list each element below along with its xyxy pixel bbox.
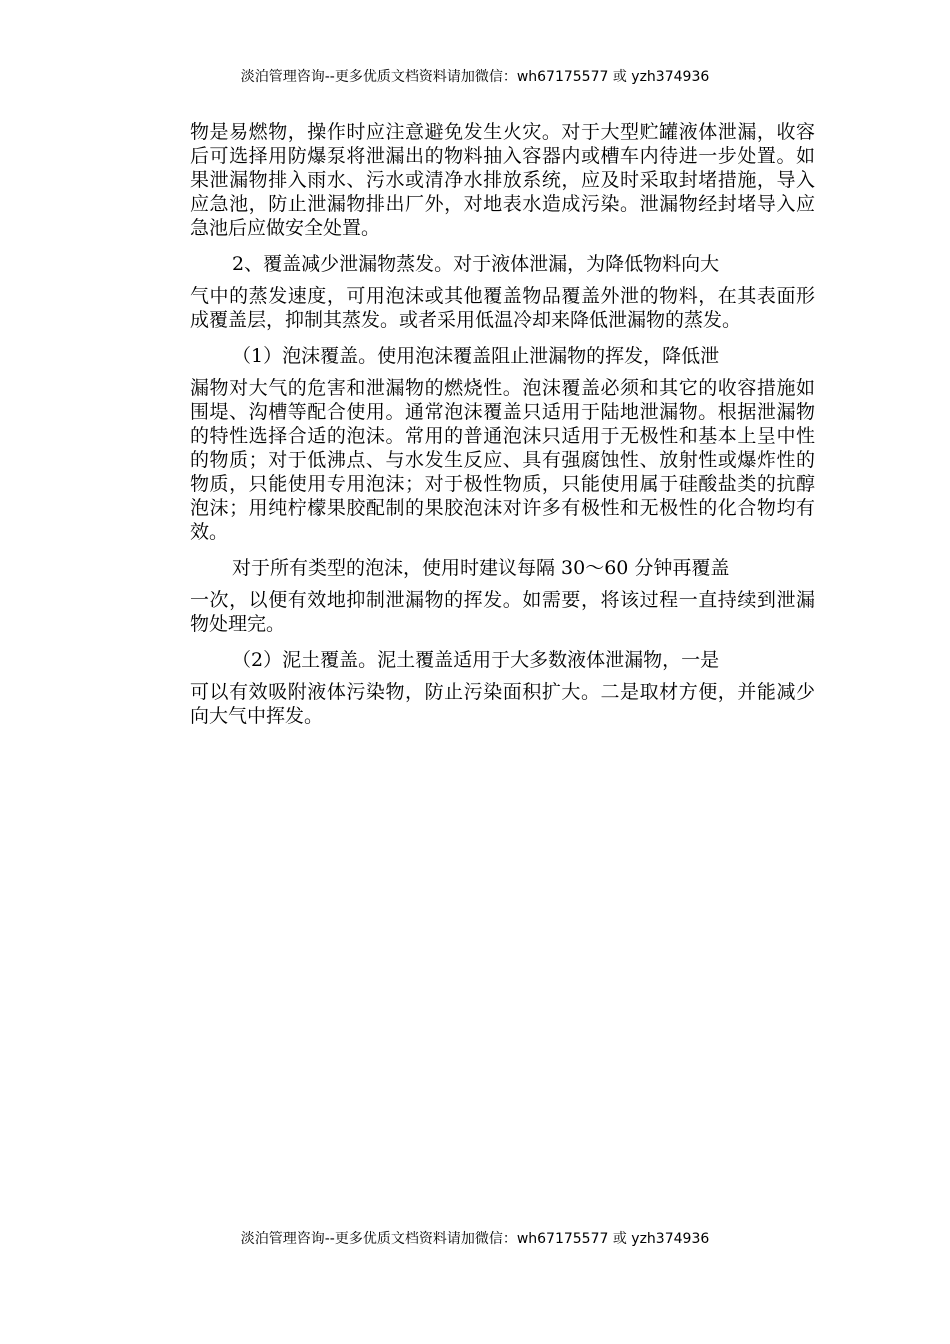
paragraph-foam-interval <box>190 556 815 636</box>
paragraph-lead-line: （2）泥土覆盖。泥土覆盖适用于大多数液体泄漏物，一是 <box>232 649 720 671</box>
paragraph-lead-line: 2、覆盖减少泄漏物蒸发。对于液体泄漏，为降低物料向大 <box>232 253 720 275</box>
page-header: 淡泊管理咨询--更多优质文档资料请加微信：wh67175577 或 yzh374936 <box>240 69 710 85</box>
page-footer: 淡泊管理咨询--更多优质文档资料请加微信：wh67175577 或 yzh374936 <box>240 1231 710 1247</box>
document-body <box>190 120 815 728</box>
paragraph-foam-cover <box>190 344 815 544</box>
paragraph-lead-line: （1）泡沫覆盖。使用泡沫覆盖阻止泄漏物的挥发，降低泄 <box>232 345 720 367</box>
paragraph-body: 漏物对大气的危害和泄漏物的燃烧性。泡沫覆盖必须和其它的收容措施如围堤、沟槽等配合使用。通常泡沫覆盖只适用于陆地泄漏物。根据泄漏物的特性选择合适的泡沫。常用的普通泡沫只适用于无极性和基本上呈中性的物质；对于低沸点、与水发生反应、具有强腐蚀性、放射性或爆炸性的物质，只能使用专用泡沫；对于极性物质，只能使用属于硅酸盐类的抗醇泡沫；用纯柠檬果胶配制的果胶泡沫对许多有极性和无极性的化合物均有效。 <box>190 377 815 543</box>
paragraph-body: 气中的蒸发速度，可用泡沫或其他覆盖物品覆盖外泄的物料，在其表面形成覆盖层，抑制其蒸发。或者采用低温冷却来降低泄漏物的蒸发。 <box>190 285 815 331</box>
paragraph-cover-evaporation <box>190 252 815 332</box>
paragraph-disposal: 物是易燃物，操作时应注意避免发生火灾。对于大型贮罐液体泄漏，收容后可选择用防爆泵将泄漏出的物料抽入容器内或槽车内待进一步处置。如果泄漏物排入雨水、污水或清净水排放系统，应及时采取封堵措施，导入应急池，防止泄漏物排出厂外，对地表水造成污染。泄漏物经封堵导入应急池后应做安全处置。 <box>190 121 815 239</box>
paragraph-body: 一次，以便有效地抑制泄漏物的挥发。如需要，将该过程一直持续到泄漏物处理完。 <box>190 589 815 635</box>
paragraph-lead-line: 对于所有类型的泡沫，使用时建议每隔 30～60 分钟再覆盖 <box>232 557 730 579</box>
paragraph-body: 可以有效吸附液体污染物，防止污染面积扩大。二是取材方便，并能减少向大气中挥发。 <box>190 681 815 727</box>
paragraph-soil-cover <box>190 648 815 728</box>
